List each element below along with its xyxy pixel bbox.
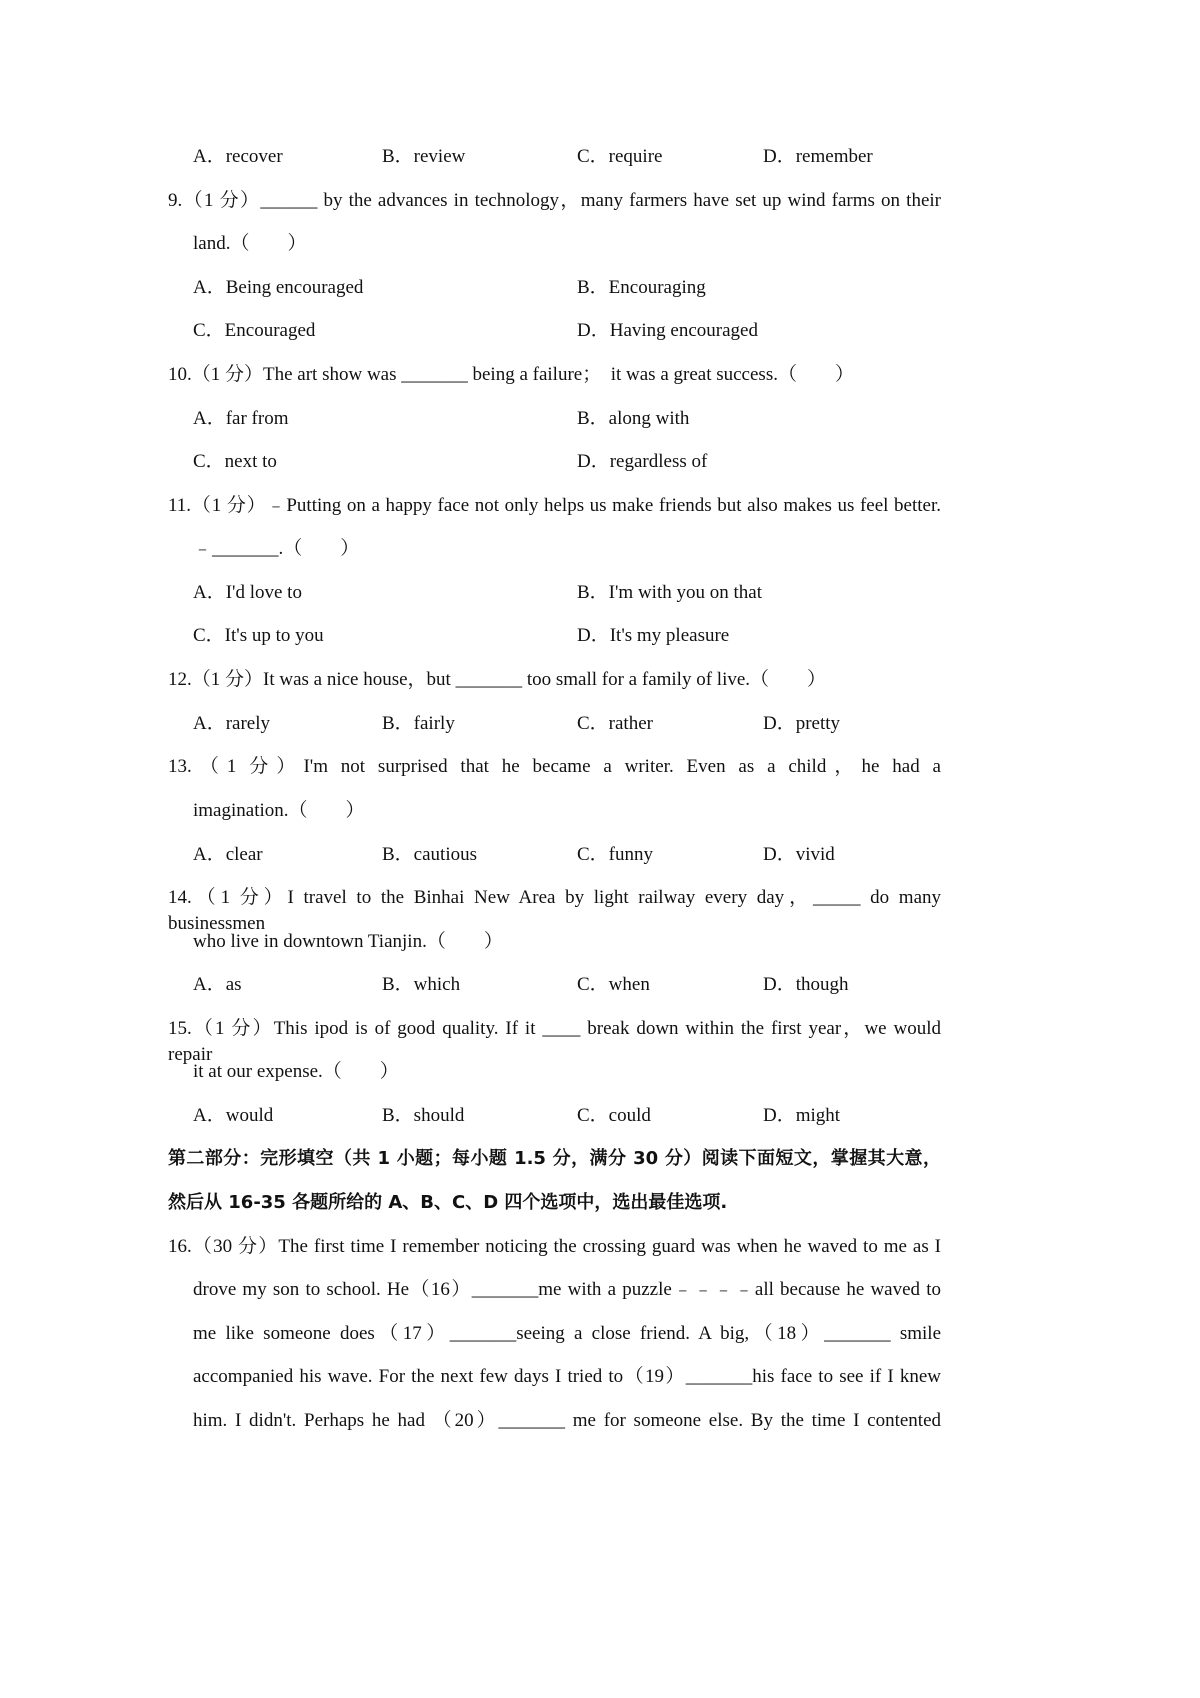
q12-stem: 12.（1 分）It was a nice house，but _______ too small for a family of live.（ ） — [168, 669, 827, 690]
q16-passage-line-4: accompanied his wave. For the next few days I tried to（19）_______his face to see if I knew — [193, 1366, 941, 1387]
q16-passage-line-1: 16.（30 分）The first time I remember noticing the crossing guard was when he waved to me as I — [168, 1236, 941, 1257]
q12-option-c: C．rather — [577, 713, 653, 734]
q14-option-b: B．which — [382, 974, 461, 995]
q14-option-a: A．as — [193, 974, 242, 995]
q13-option-c: C．funny — [577, 844, 654, 865]
q13-stem-cont: imagination.（ ） — [193, 800, 365, 821]
q9-option-d: D．Having encouraged — [577, 320, 758, 341]
q16-passage-line-2: drove my son to school. He（16）_______me with a puzzle﹣﹣﹣﹣all because he waved to — [193, 1279, 941, 1300]
q13-stem: 13.（1 分）I'm not surprised that he became a writer. Even as a child，he had a — [168, 756, 941, 777]
q13-option-b: B．cautious — [382, 844, 477, 865]
q15-stem-cont: it at our expense.（ ） — [193, 1061, 399, 1082]
q14-stem-cont: who live in downtown Tianjin.（ ） — [193, 931, 503, 952]
q11-stem: 11.（1 分）﹣Putting on a happy face not only helps us make friends but also makes us feel better. — [168, 495, 941, 516]
q11-stem-cont: ﹣_______.（ ） — [193, 538, 360, 559]
q15-option-d: D．might — [763, 1105, 841, 1126]
q11-option-b: B．I'm with you on that — [577, 582, 762, 603]
q13-option-d: D．vivid — [763, 844, 835, 865]
q8-option-a: A．recover — [193, 146, 283, 167]
q15-stem: 15.（1 分）This ipod is of good quality. If it ____ break down within the first year，we would repair — [168, 1018, 941, 1065]
q8-option-d: D．remember — [763, 146, 873, 167]
q8-option-c: C．require — [577, 146, 663, 167]
q14-stem: 14.（1 分）I travel to the Binhai New Area by light railway every day，_____ do many businessmen — [168, 887, 941, 934]
q9-option-b: B．Encouraging — [577, 277, 706, 298]
q9-option-c: C．Encouraged — [193, 320, 316, 341]
q12-option-d: D．pretty — [763, 713, 841, 734]
q11-option-a: A．I'd love to — [193, 582, 302, 603]
q13-option-a: A．clear — [193, 844, 263, 865]
q12-option-a: A．rarely — [193, 713, 271, 734]
q10-option-a: A．far from — [193, 408, 289, 429]
q9-stem-cont: land.（ ） — [193, 233, 307, 254]
q10-option-d: D．regardless of — [577, 451, 708, 472]
q10-stem: 10.（1 分）The art show was _______ being a failure； it was a great success.（ ） — [168, 364, 854, 385]
q15-option-c: C．could — [577, 1105, 651, 1126]
q16-passage-line-5: him. I didn't. Perhaps he had （20）_______ me for someone else. By the time I contented — [193, 1410, 941, 1431]
q11-option-d: D．It's my pleasure — [577, 625, 730, 646]
q12-option-b: B．fairly — [382, 713, 455, 734]
q14-option-c: C．when — [577, 974, 650, 995]
q10-option-c: C．next to — [193, 451, 277, 472]
q14-option-d: D．though — [763, 974, 849, 995]
part2-heading: 第二部分：完形填空（共 1 小题；每小题 1.5 分，满分 30 分）阅读下面短文，掌握其大意， — [168, 1148, 941, 1169]
part2-heading-cont: 然后从 16-35 各题所给的 A、B、C、D 四个选项中，选出最佳选项. — [168, 1192, 728, 1213]
q9-option-a: A．Being encouraged — [193, 277, 364, 298]
q15-option-b: B．should — [382, 1105, 465, 1126]
q10-option-b: B．along with — [577, 408, 690, 429]
q8-option-b: B．review — [382, 146, 466, 167]
q15-option-a: A．would — [193, 1105, 274, 1126]
q11-option-c: C．It's up to you — [193, 625, 324, 646]
q9-stem: 9.（1 分）______ by the advances in technology，many farmers have set up wind farms on their — [168, 190, 941, 211]
q16-passage-line-3: me like someone does（17）_______seeing a close friend. A big,（18）_______ smile — [193, 1323, 941, 1344]
